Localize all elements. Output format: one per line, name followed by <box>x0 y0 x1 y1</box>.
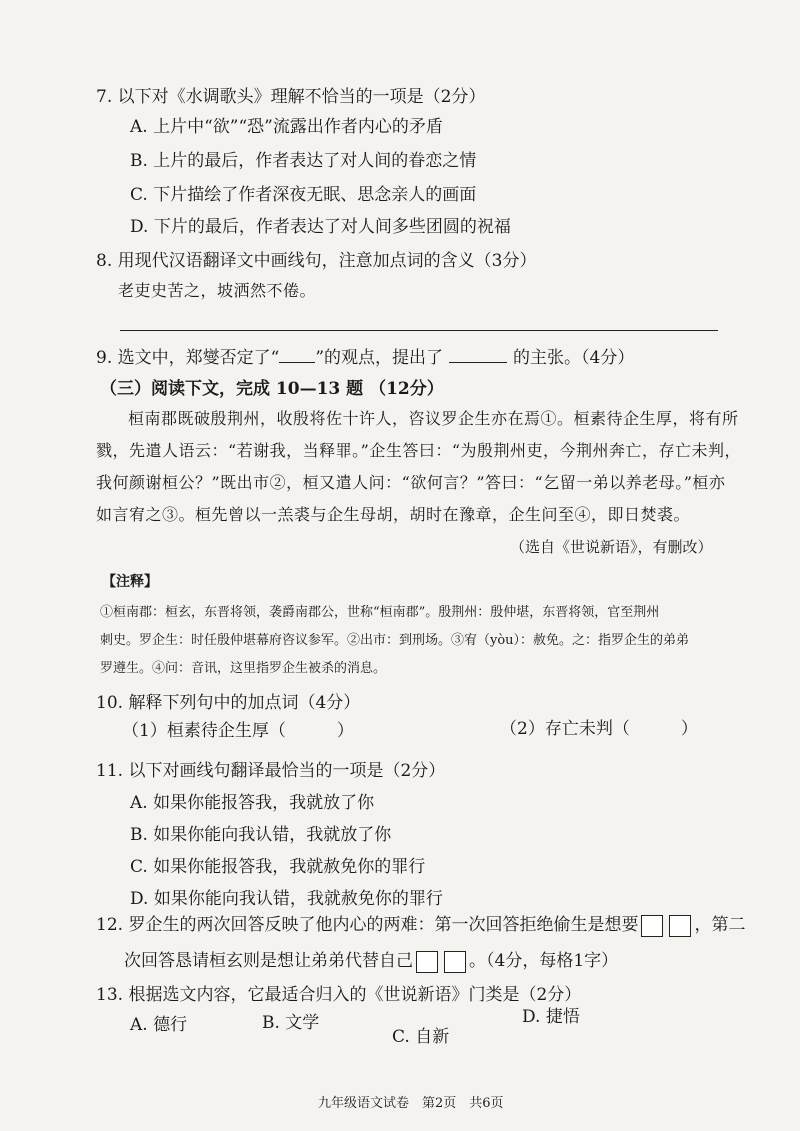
q12-line-1 <box>96 914 745 937</box>
q10-item-1: （1）桓素待企生厚（ ） <box>122 721 354 741</box>
q12-box-4[interactable] <box>444 951 466 973</box>
section3-title: （三）阅读下文，完成 10—13 题 （12分） <box>100 379 444 399</box>
q10-stem: 10. 解释下列句中的加点词（4分） <box>96 693 361 713</box>
q7-option-b: B. 上片的最后，作者表达了对人间的眷恋之情 <box>130 151 477 171</box>
q9-text-3: 的主张。（4分） <box>513 348 635 368</box>
passage-source: （选自《世说新语》，有删改） <box>510 538 713 556</box>
q10-item-2: （2）存亡未判（ ） <box>500 719 698 739</box>
q7-option-c: C. 下片描绘了作者深夜无眠、思念亲人的画面 <box>130 185 477 205</box>
q13-stem: 13. 根据选文内容，它最适合归入的《世说新语》门类是（2分） <box>96 985 582 1005</box>
q11-stem: 11. 以下对画线句翻译最恰当的一项是（2分） <box>96 761 446 781</box>
q13-option-b: B. 文学 <box>262 1013 320 1033</box>
q11-option-c: C. 如果你能报答我，我就赦免你的罪行 <box>130 857 426 877</box>
q8-answer-line <box>120 330 718 331</box>
notes-title: 【注释】 <box>102 574 158 590</box>
note-line-3: 罗遵生。④问：音讯，这里指罗企生被杀的消息。 <box>100 661 387 676</box>
passage-line-1: 桓南郡既破殷荆州，收殷将佐十许人，咨议罗企生亦在焉①。桓素待企生厚，将有所 <box>128 409 739 428</box>
note-line-1: ①桓南郡：桓玄，东晋将领，袭爵南郡公，世称“桓南郡”。殷荆州：殷仲堪，东晋将领，官至荆州 <box>100 605 660 620</box>
q13-option-d: D. 捷悟 <box>522 1007 580 1027</box>
q9-question <box>96 346 634 369</box>
q12-box-3[interactable] <box>416 951 438 973</box>
q11-option-b: B. 如果你能向我认错，我就放了你 <box>130 825 392 845</box>
q9-text-1: 9. 选文中，郑燮否定了“ <box>96 348 280 368</box>
q12-line-2 <box>124 950 618 973</box>
q12-box-1[interactable] <box>641 915 663 937</box>
q12-text-2: 次回答恳请桓玄则是想让弟弟代替自己 <box>124 951 413 971</box>
passage-line-4: 如言宥之③。桓先曾以一羔裘与企生母胡，胡时在豫章，企生问至④，即日焚裘。 <box>96 505 691 524</box>
passage-line-3: 我何颜谢桓公？”既出市②，桓又遣人问：“欲何言？”答曰：“乞留一弟以养老母。”桓亦 <box>96 473 726 492</box>
q7-option-d: D. 下片的最后，作者表达了对人间多些团圆的祝福 <box>130 217 511 237</box>
page-footer: 九年级语文试卷 第2页 共6页 <box>318 1096 504 1111</box>
q13-option-a: A. 德行 <box>130 1015 188 1035</box>
q9-blank-1[interactable] <box>279 346 315 363</box>
q7-option-a: A. 上片中“欲”“恐”流露出作者内心的矛盾 <box>130 117 443 137</box>
q9-text-2: ”的观点，提出了 <box>315 348 444 368</box>
q7-stem: 7. 以下对《水调歌头》理解不恰当的一项是（2分） <box>96 87 486 107</box>
q8-stem: 8. 用现代汉语翻译文中画线句，注意加点词的含义（3分） <box>96 251 537 271</box>
q11-option-d: D. 如果你能向我认错，我就赦免你的罪行 <box>130 889 443 909</box>
q8-sentence: 老吏史苦之，坡洒然不倦。 <box>118 281 317 300</box>
q11-option-a: A. 如果你能报答我，我就放了你 <box>130 793 375 813</box>
q12-text-1: 12. 罗企生的两次回答反映了他内心的两难：第一次回答拒绝偷生是想要 <box>96 915 639 935</box>
q12-text-1-end: ，第二 <box>694 915 746 935</box>
q12-box-2[interactable] <box>669 915 691 937</box>
q13-option-c: C. 自新 <box>392 1027 450 1047</box>
q9-blank-2[interactable] <box>449 346 507 363</box>
note-line-2: 刺史。罗企生：时任殷仲堪幕府咨议参军。②出市：到刑场。③宥（yòu）：赦免。之：指罗企生的弟弟 <box>100 633 690 648</box>
q12-text-2-end: 。（4分，每格1字） <box>469 951 619 971</box>
passage-line-2: 戮，先遣人语云：“若谢我，当释罪。”企生答曰：“为殷荆州吏，今荆州奔亡，存亡未判， <box>96 441 742 460</box>
